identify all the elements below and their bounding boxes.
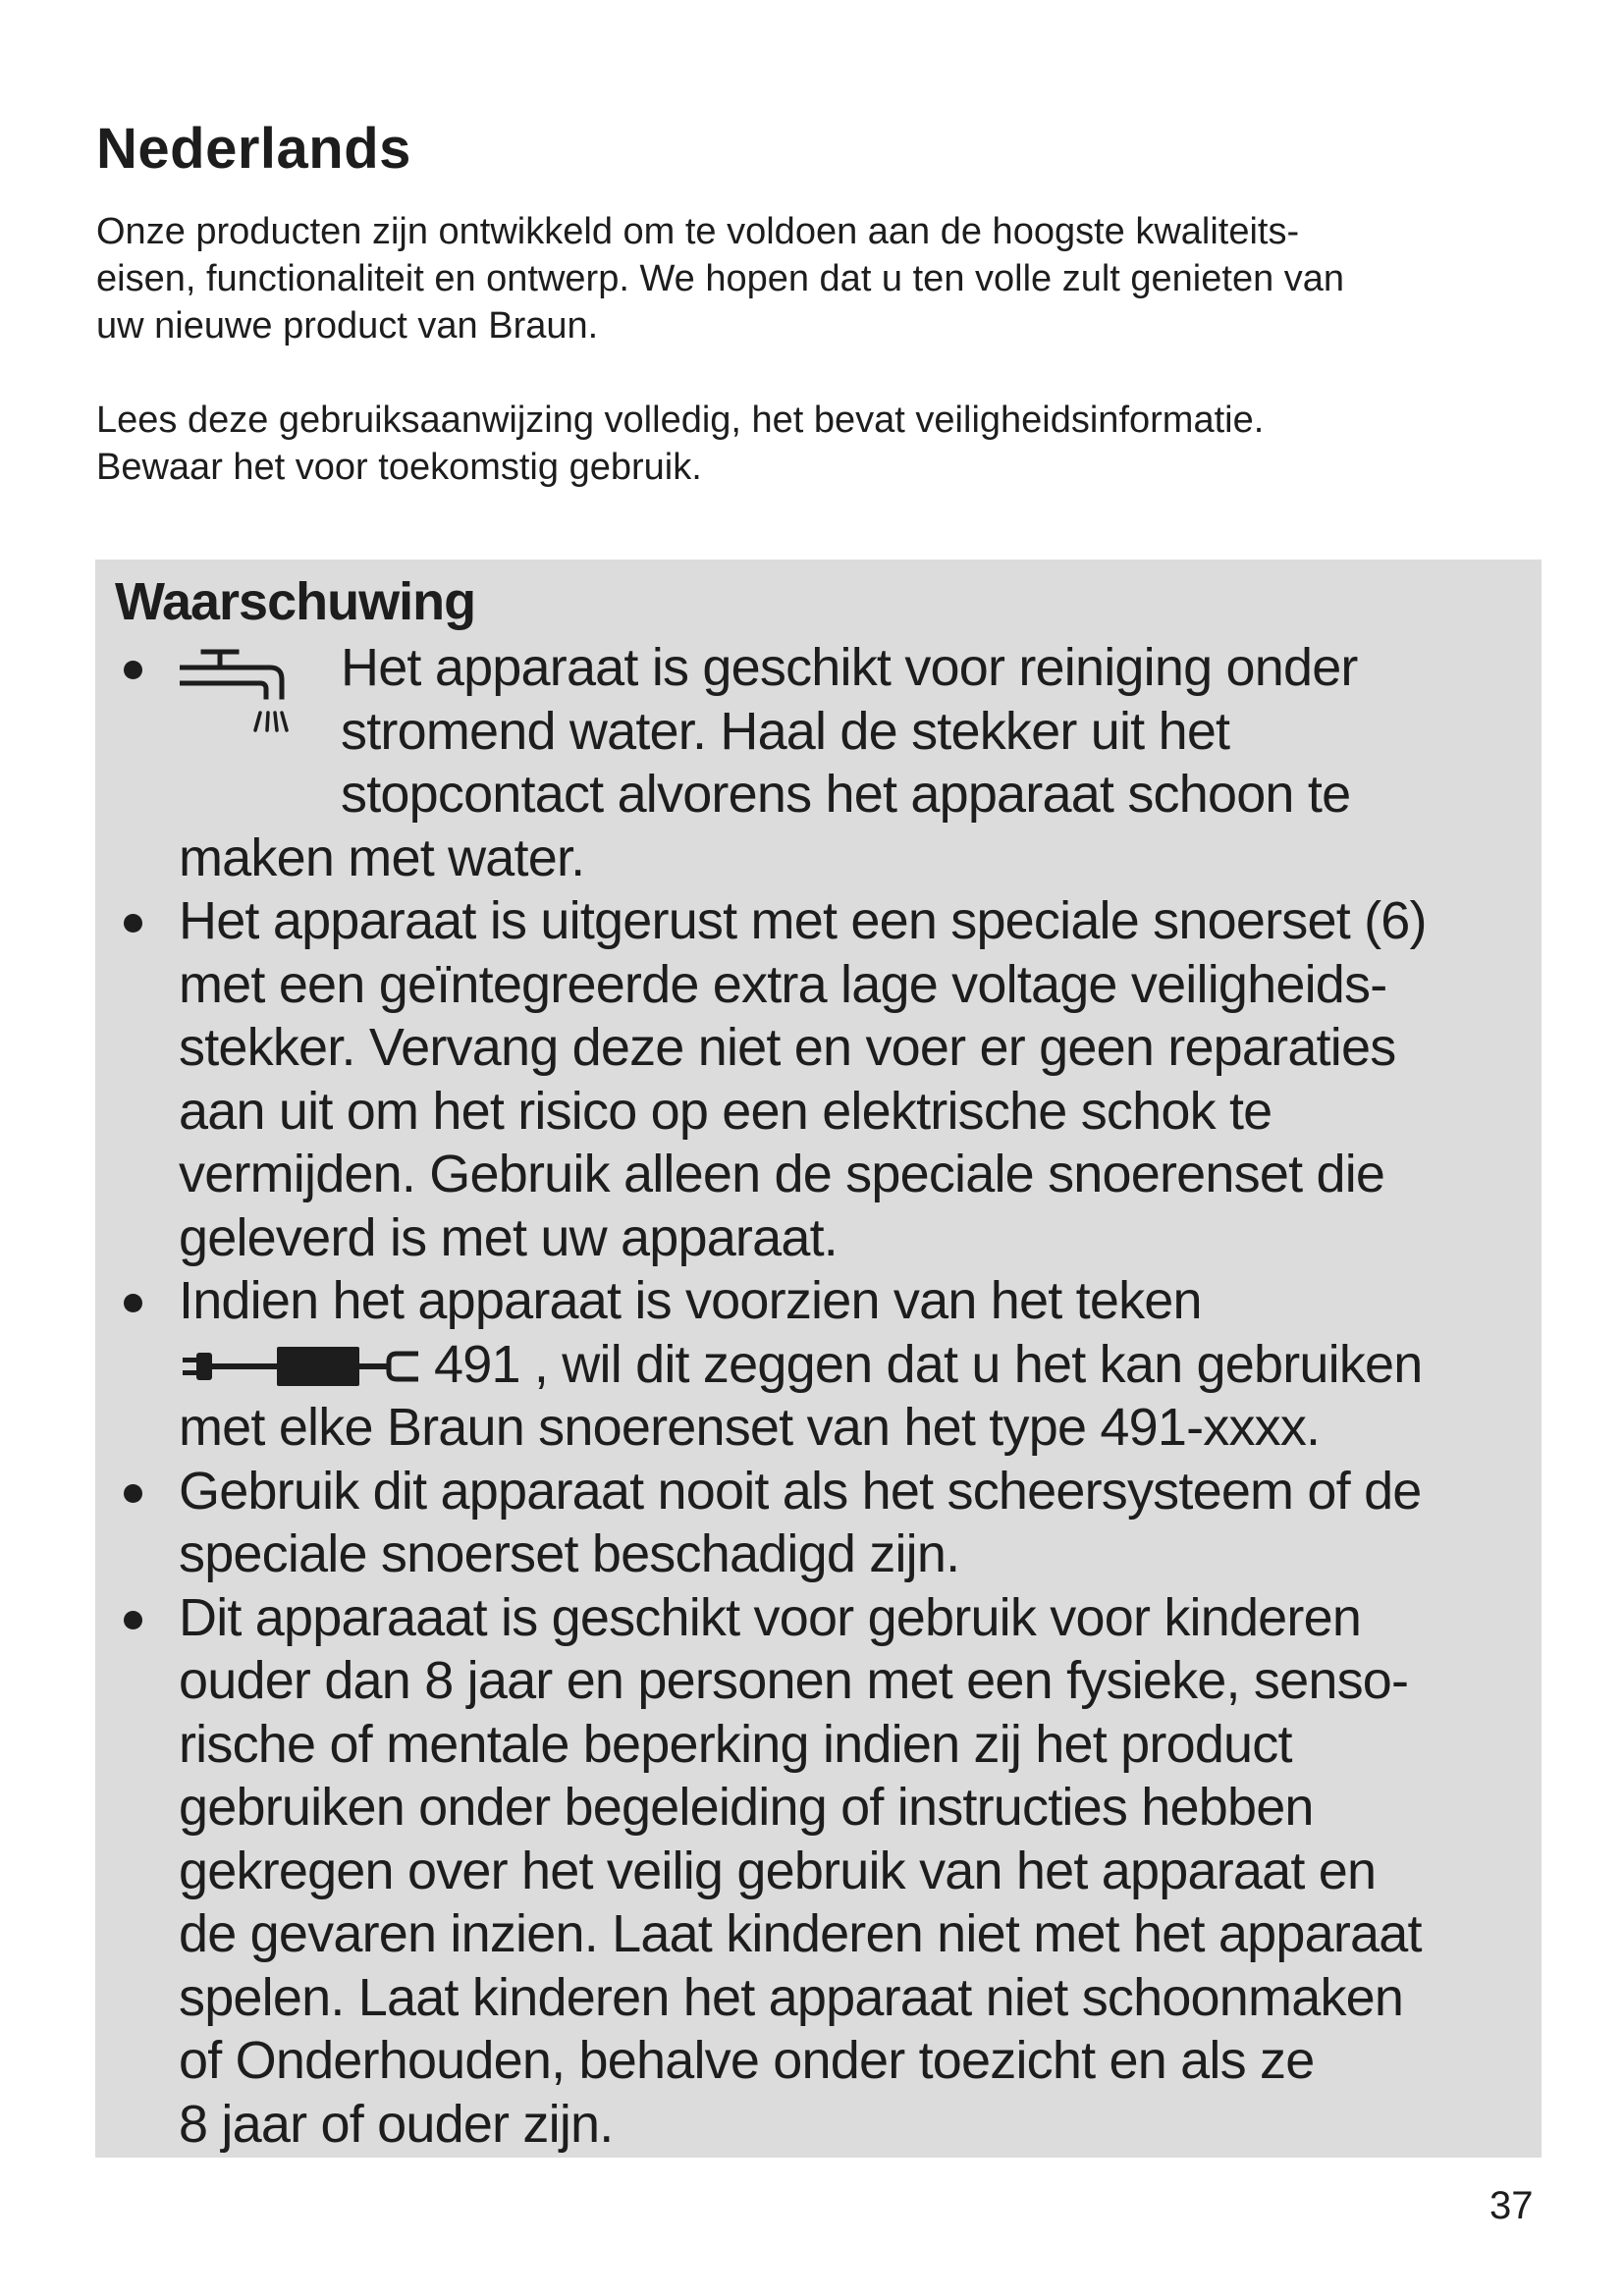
warning-item-damaged [95, 1460, 1427, 1586]
warning-title: Waarschuwing [115, 572, 476, 631]
warning-line: Gebruik dit apparaat nooit als het scheersysteem of de [179, 1461, 1422, 1521]
warning-line: gekregen over het veilig gebruik van het apparaat en [179, 1841, 1377, 1900]
cord-set-plug-icon [179, 1345, 424, 1388]
warning-line: met elke Braun snoerenset van het type 491-xxxx. [179, 1398, 1321, 1457]
warning-line: Indien het apparaat is voorzien van het teken [179, 1271, 1202, 1330]
intro-line: Onze producten zijn ontwikkeld om te voldoen aan de hoogste kwaliteits- [96, 211, 1300, 252]
warning-line: 8 jaar of ouder zijn. [179, 2094, 614, 2154]
warning-line: spelen. Laat kinderen het apparaat niet schoonmaken [179, 1967, 1404, 2027]
warning-item-cord-set [95, 889, 1427, 1269]
intro-line: eisen, functionaliteit en ontwerp. We hopen dat u ten volle zult genieten van [96, 258, 1345, 299]
intro-paragraph-safety [96, 397, 1549, 491]
page-title: Nederlands [96, 117, 411, 181]
page-number: 37 [1489, 2184, 1534, 2227]
warning-line: Het apparaat is geschikt voor reiniging onder [341, 638, 1358, 697]
warning-line: gebruiken onder begeleiding of instructies hebben [179, 1778, 1314, 1837]
warning-line: geleverd is met uw apparaat. [179, 1207, 838, 1267]
warning-line: stopcontact alvorens het apparaat schoon te [341, 765, 1351, 824]
bullet [124, 661, 142, 679]
intro-line: Lees deze gebruiksaanwijzing volledig, het bevat veiligheidsinformatie. [96, 400, 1265, 441]
water-tap-icon [180, 644, 307, 762]
intro-paragraph [96, 208, 1549, 349]
warning-line: rische of mentale beperking indien zij het product [179, 1714, 1292, 1774]
bullet [124, 1611, 142, 1629]
warning-line: speciale snoerset beschadigd zijn. [179, 1524, 960, 1583]
warning-line-with-symbol [179, 1333, 1427, 1397]
bullet [124, 1294, 142, 1312]
warning-box [95, 560, 1542, 2158]
warning-line: met een geïntegreerde extra lage voltage veiligheids- [179, 954, 1387, 1014]
warning-line: of Onderhouden, behalve onder toezicht en als ze [179, 2031, 1315, 2090]
warning-line: ouder dan 8 jaar en personen met een fysieke, senso- [179, 1651, 1409, 1710]
warning-line: maken met water. [179, 828, 585, 887]
warning-line: Het apparaat is uitgerust met een speciale snoerset (6) [179, 891, 1427, 950]
warning-line: stekker. Vervang deze niet en voer er geen reparaties [179, 1018, 1396, 1077]
warning-line: stromend water. Haal de stekker uit het [341, 701, 1230, 761]
warning-item-children [95, 1586, 1427, 2157]
warning-line: vermijden. Gebruik alleen de speciale snoerenset die [179, 1145, 1385, 1203]
warning-line: aan uit om het risico op een elektrische schok te [179, 1081, 1272, 1141]
intro-line: Bewaar het voor toekomstig gebruik. [96, 447, 702, 488]
warning-line: de gevaren inzien. Laat kinderen niet met het apparaat [179, 1904, 1422, 1963]
warning-line: Dit apparaaat is geschikt voor gebruik voor kinderen [179, 1587, 1362, 1647]
warning-item-491-symbol [95, 1269, 1427, 1460]
warning-list [95, 636, 1427, 2156]
bullet [124, 1484, 142, 1503]
warning-line: 491 , wil dit zeggen dat u het kan gebruiken [434, 1334, 1423, 1394]
intro-line: uw nieuwe product van Braun. [96, 305, 599, 347]
warning-item-water-cleaning [95, 636, 1427, 889]
bullet [124, 914, 142, 933]
